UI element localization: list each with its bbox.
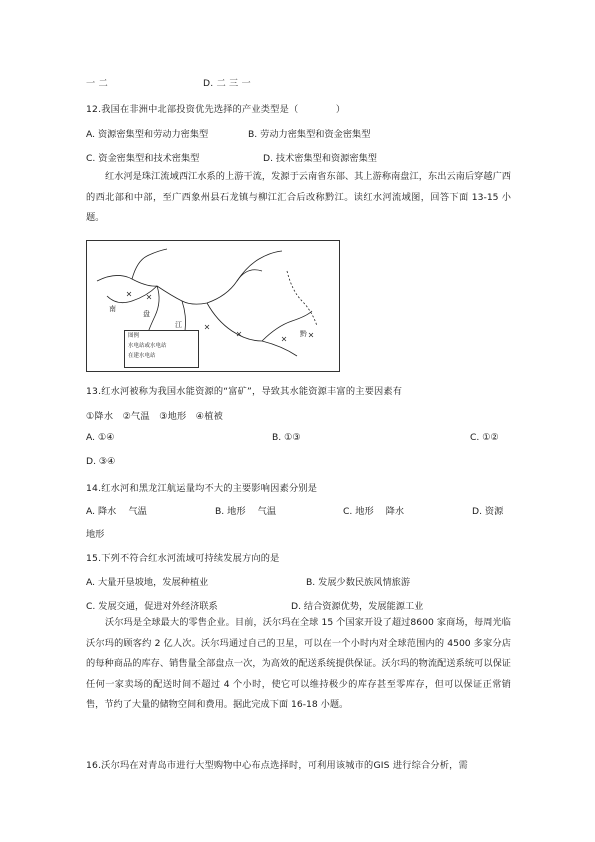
tributary-northeast xyxy=(237,251,282,281)
question-15-option-d: D. 结合资源优势，发展能源工业 xyxy=(291,601,424,612)
station-marker xyxy=(127,292,131,296)
question-14-option-c: C. 地形 降水 xyxy=(343,506,405,517)
question-14-option-a: A. 降水 气温 xyxy=(86,506,147,517)
prev-question-option-tail: 一 二 xyxy=(86,78,108,89)
map-label-qian: 黔 xyxy=(300,330,307,338)
legend-item-planned: 在建水电站 xyxy=(128,353,156,359)
question-13-option-c: C. ①② xyxy=(470,432,499,443)
question-12-stem: 12.我国在非洲中北部投资优先选择的产业类型是（ ） xyxy=(86,104,346,115)
question-15-stem: 15.下列不符合红水河流域可持续发展方向的是 xyxy=(86,553,280,564)
question-15-option-a: A. 大量开垦坡地，发展种植业 xyxy=(86,577,209,588)
question-13-stem: 13.红水河被称为我国水能资源的“富矿”，导致其水能资源丰富的主要因素有 xyxy=(86,386,403,397)
question-12-option-d: D. 技术密集型和资源密集型 xyxy=(263,153,377,164)
station-marker xyxy=(282,337,286,341)
question-13-option-a: A. ①④ xyxy=(86,432,115,443)
passage-walmart: 沃尔玛是全球最大的零售企业。目前，沃尔玛在全球 15 个国家开设了超过8600 家商场，每周光临沃尔玛的顾客约 2 亿人次。沃尔玛通过自己的卫星，可以在一个小时内对全球范围内的 4500 多家分店的每种商品的库存、销售量全部盘点一次，为高效的配送系统提供保证。沃尔玛的物流配送系统可以保证任何一家卖场的配送时间不超过 4 个小时，使它可以维持极少的库存甚至零库存，但可以保证正常销售，节约了大量的储物空间和费用。据此完成下面 16-18 小题。 xyxy=(86,617,511,710)
tributary-mid xyxy=(182,301,186,331)
prev-question-option-d: D. 二 三 一 xyxy=(203,78,251,89)
question-13-option-b: B. ①③ xyxy=(272,432,301,443)
question-15-option-b: B. 发展少数民族风情旅游 xyxy=(306,577,411,588)
question-16-stem: 16.沃尔玛在对青岛市进行大型购物中心布点选择时，可利用该城市的GIS 进行综合分析，需 xyxy=(86,760,468,771)
passage-hongshui-river: 红水河是珠江流域西江水系的上游干流，发源于云南省东部、其上游称南盘江，东出云南后穿越广西的西北部和中部，至广西象州县石龙镇与柳江汇合后改称黔江。读红水河流域图，回答下面 13-15 小题。 xyxy=(86,171,511,223)
basin-boundary xyxy=(287,271,317,326)
main-river xyxy=(97,270,262,304)
question-14-option-d-continued: 地形 xyxy=(86,529,105,540)
tributary-north xyxy=(132,249,167,279)
question-12-option-c: C. 资金密集型和技术密集型 xyxy=(86,153,200,164)
tributary-west xyxy=(107,286,157,303)
question-12-option-a: A. 资源密集型和劳动力密集型 xyxy=(86,129,209,140)
question-13-option-d: D. ③④ xyxy=(86,456,116,467)
question-14-option-d: D. 资源 xyxy=(472,506,504,517)
map-legend xyxy=(124,330,199,368)
question-14-stem: 14.红水河和黑龙江航运量均不大的主要影响因素分别是 xyxy=(86,483,318,494)
question-12-option-b: B. 劳动力密集型和资金密集型 xyxy=(248,129,371,140)
question-15-option-c: C. 发展交通，促进对外经济联系 xyxy=(86,601,218,612)
question-14-option-b: B. 地形 气温 xyxy=(215,506,277,517)
station-marker xyxy=(205,325,209,329)
legend-item-built: 水电站或水电站 xyxy=(128,343,167,349)
station-marker xyxy=(309,333,313,337)
question-13-items: ①降水 ②气温 ③地形 ④植被 xyxy=(86,411,224,422)
lower-river xyxy=(207,303,297,356)
map-label-jiang: 江 xyxy=(175,321,182,329)
station-marker xyxy=(147,295,151,299)
legend-title: 图例 xyxy=(128,333,140,339)
map-label-pan: 盘 xyxy=(143,310,150,318)
map-label-nan: 南 xyxy=(109,305,116,313)
